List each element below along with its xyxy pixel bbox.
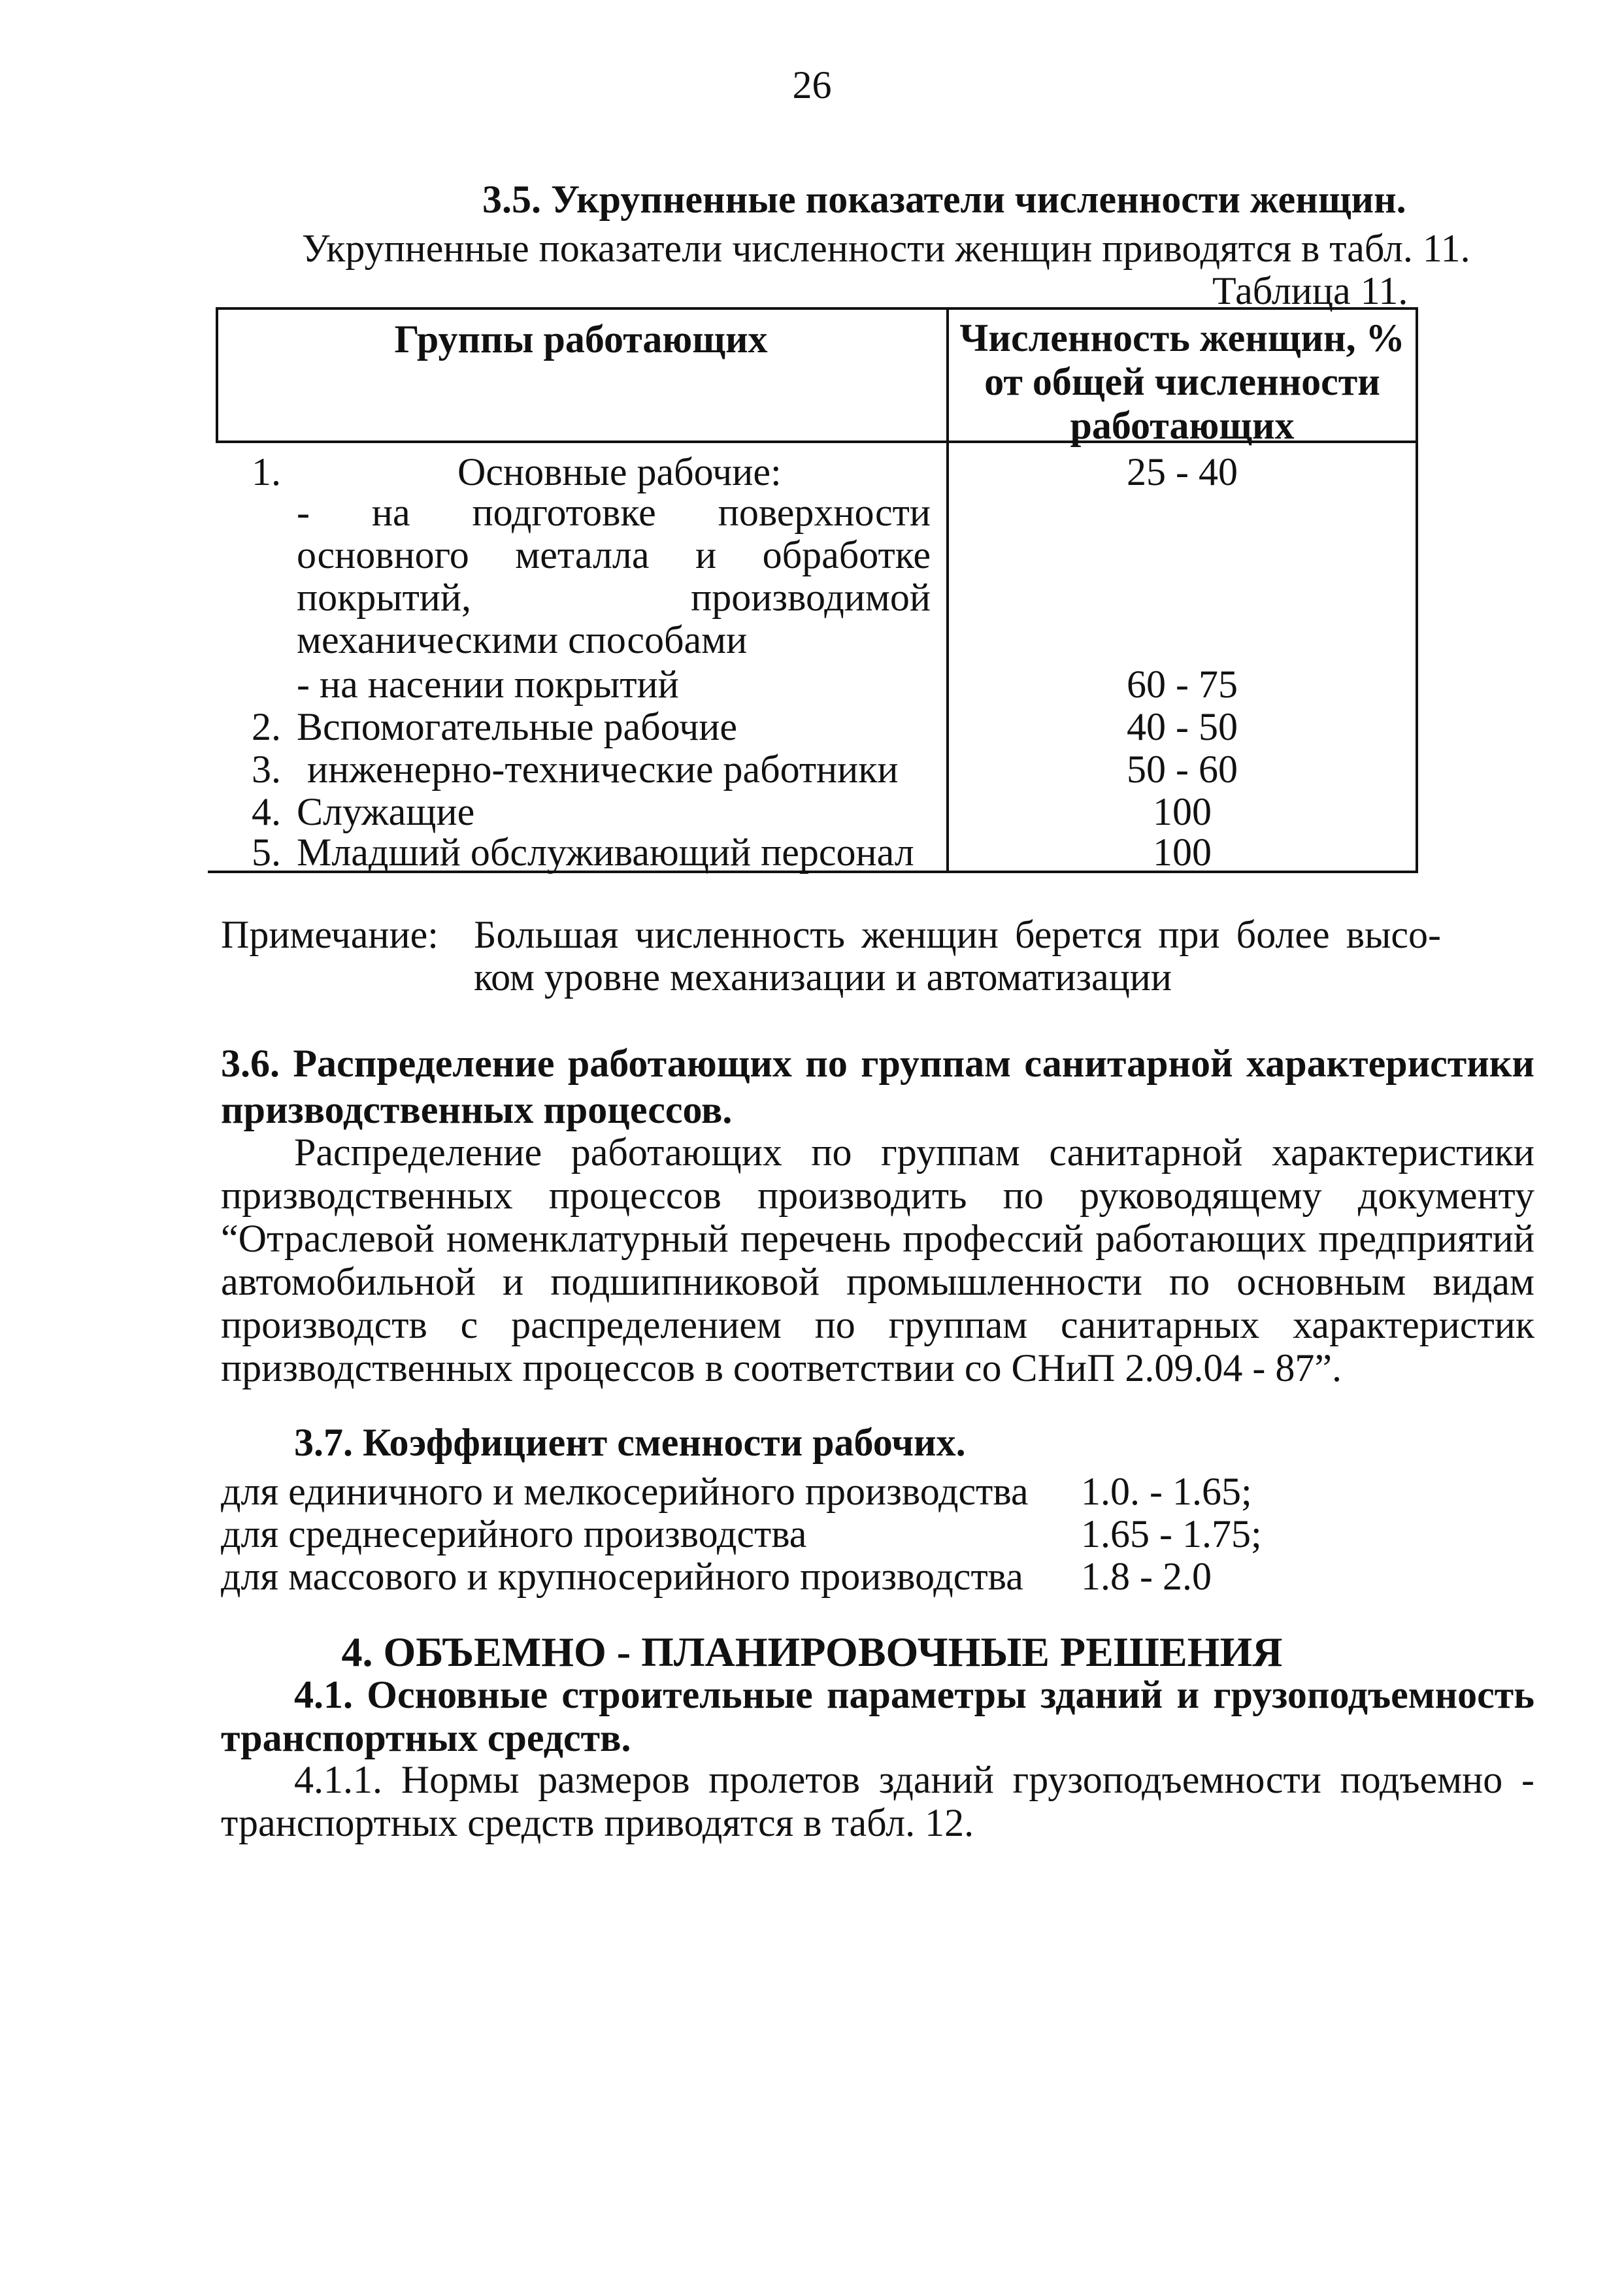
table-row-group: Младший обслуживающий персонал <box>297 831 914 874</box>
note-label: Примечание: <box>221 913 439 956</box>
table-row-num: 1. <box>252 450 281 493</box>
table-caption: Таблица 11. <box>1212 269 1408 312</box>
table-row-value: 25 - 40 <box>1127 450 1238 493</box>
shift-row-value: 1.65 - 1.75; <box>1081 1512 1262 1555</box>
table-row-value: 50 - 60 <box>1127 748 1238 791</box>
table-row-num: 2. <box>252 705 281 748</box>
section-3-6-text: Распределение работающих по группам санитарной характеристики призводственных процессов производить по руководящему документу “Отраслевой номенклатурный перечень профессий работающих предприятий автомобильной и подшипниковой промышленности по основным видам производств с распределением по группам санитарных характеристик призводственных процессов в соответствии со СНиП 2.09.04 - 87”. <box>221 1131 1534 1389</box>
section-4-heading: 4. ОБЪЕМНО - ПЛАНИРОВОЧНЫЕ РЕШЕНИЯ <box>341 1629 1283 1675</box>
table-row-group: инженерно-технические работники <box>307 748 899 791</box>
table-row-num: 5. <box>252 831 281 874</box>
shift-row-label: для среднесерийного производства <box>221 1512 807 1555</box>
table-header-groups: Группы работающих <box>394 318 768 361</box>
table-row-group: Служащие <box>297 790 475 833</box>
table-header-share: Численность женщин, % от общей численности работающих <box>959 316 1405 448</box>
note-text-line1: Большая численность женщин берется при более высо- <box>474 913 1441 956</box>
page-number: 26 <box>792 63 832 107</box>
table-row-group: - на подготовке поверхности основного металла и обработке покрытий, производимой механическими способами <box>297 491 931 661</box>
table-row-value: 100 <box>1153 790 1212 833</box>
table-row-num: 4. <box>252 790 281 833</box>
section-3-6-heading: 3.6. Распределение работающих по группам санитарной характеристики призводственных процессов. <box>221 1042 1534 1131</box>
table-row-group: Вспомогательные рабочие <box>297 705 738 748</box>
table-row-value: 60 - 75 <box>1127 663 1238 706</box>
table-11 <box>216 307 1418 873</box>
shift-row-label: для массового и крупносерийного производства <box>221 1555 1023 1598</box>
section-4-1-heading: 4.1. Основные строительные параметры зданий и грузоподъемность транспортных средств. <box>221 1673 1534 1759</box>
shift-row-value: 1.8 - 2.0 <box>1081 1555 1212 1598</box>
table-row-group: Основные рабочие: <box>457 450 782 493</box>
shift-row-value: 1.0. - 1.65; <box>1081 1470 1252 1513</box>
table-row-value: 40 - 50 <box>1127 705 1238 748</box>
section-3-7-heading: 3.7. Коэффициент сменности рабочих. <box>294 1421 966 1464</box>
table-row-value: 100 <box>1153 831 1212 874</box>
table-row-num: 3. <box>252 748 281 791</box>
shift-row-label: для единичного и мелкосерийного производства <box>221 1470 1029 1513</box>
table-row-group: - на насении покрытий <box>297 663 679 706</box>
section-4-1-1-text: 4.1.1. Нормы размеров пролетов зданий грузоподъемности подъемно - транспортных средств приводятся в табл. 12. <box>221 1758 1534 1844</box>
section-3-5-text: Укрупненные показатели численности женщин приводятся в табл. 11. <box>302 227 1470 270</box>
note-text-line2: ком уровне механизации и автоматизации <box>474 956 1172 999</box>
section-3-5-heading: 3.5. Укрупненные показатели численности женщин. <box>482 178 1406 221</box>
